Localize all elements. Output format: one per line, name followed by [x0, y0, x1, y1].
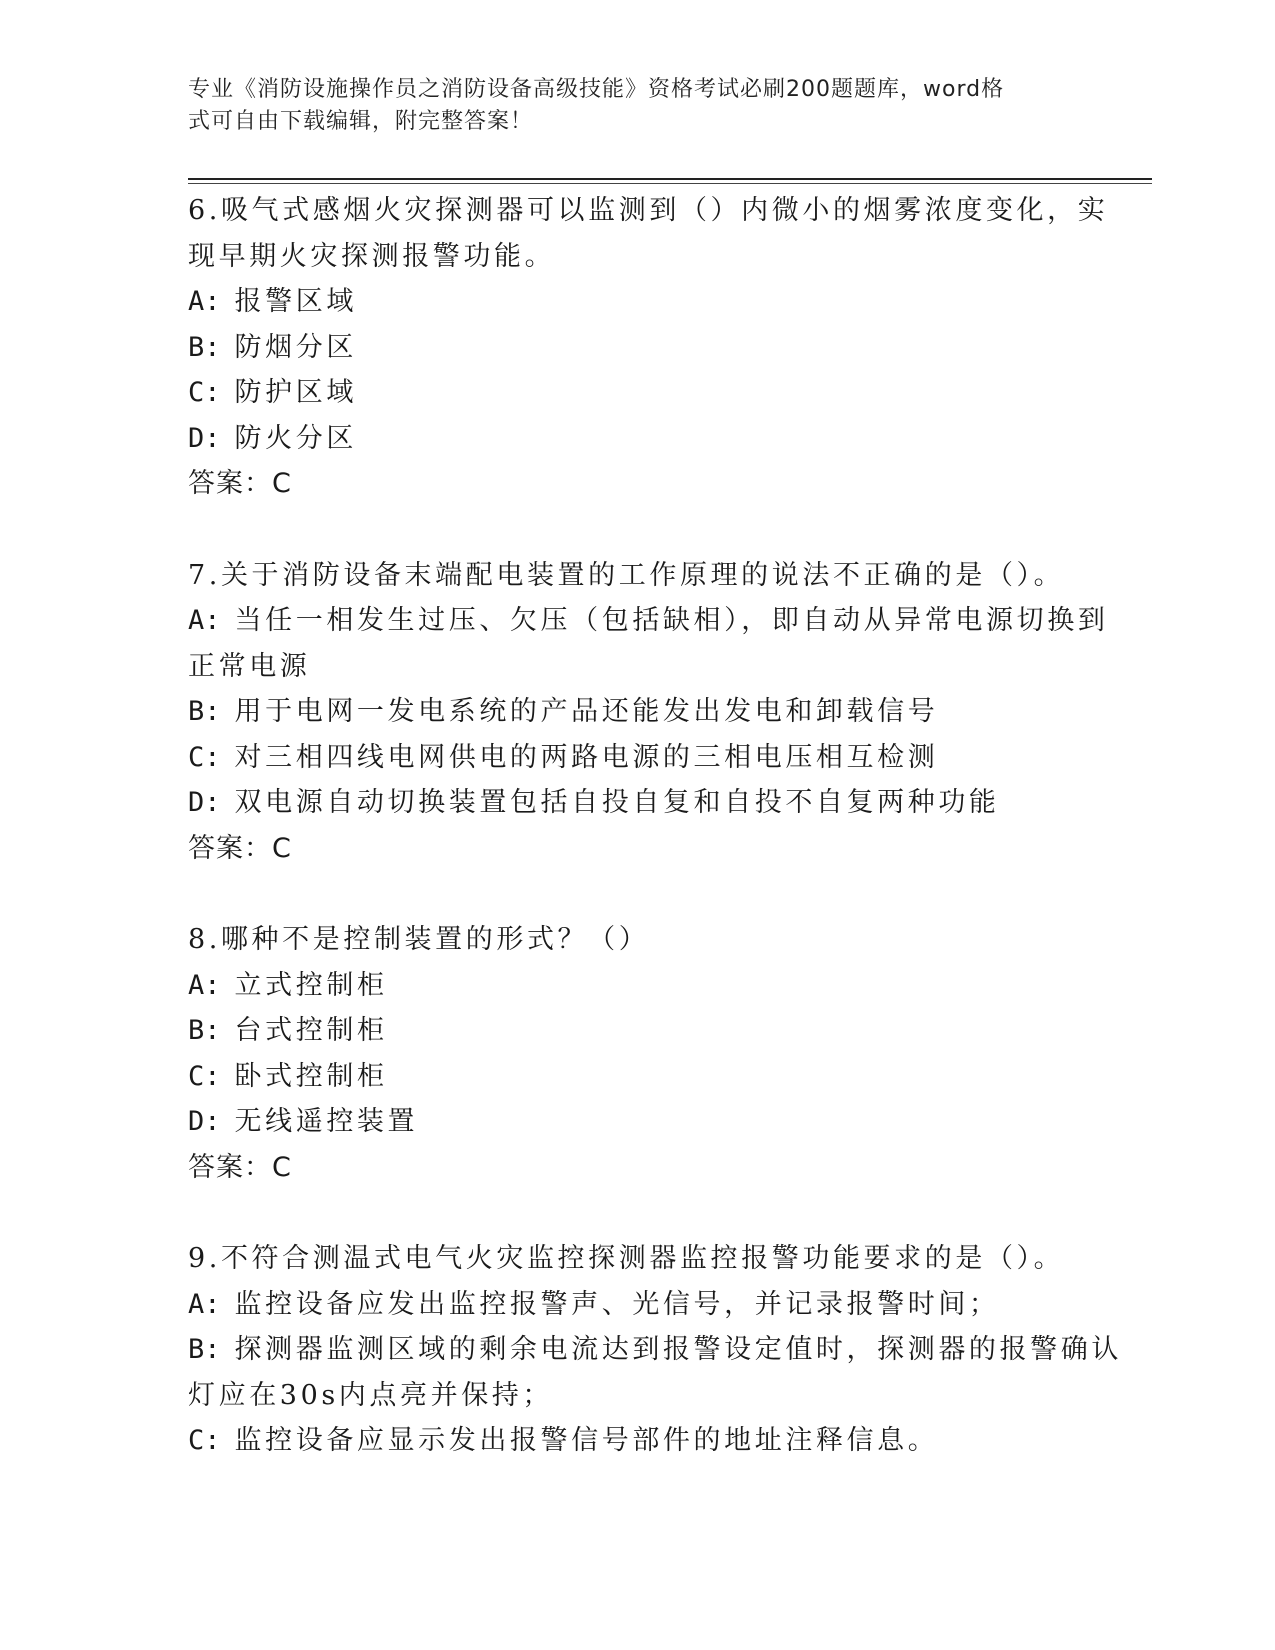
option-c — [188, 735, 1088, 781]
option-label: C: — [188, 377, 221, 408]
option-label: A: — [188, 286, 221, 317]
option-label: D: — [188, 1106, 221, 1137]
option-label: A: — [188, 1288, 221, 1320]
header-line-2: 式可自由下载编辑，附完整答案！ — [188, 109, 534, 134]
option-label: C: — [188, 1425, 221, 1456]
header-divider — [188, 178, 1152, 180]
option-a — [188, 644, 1088, 690]
question-block — [188, 553, 1109, 872]
option-b — [188, 1373, 1088, 1419]
question-block — [188, 188, 1109, 507]
option-c — [188, 370, 1088, 416]
question-stem: 9.不符合测温式电气火灾监控探测器监控报警功能要求的是（）。 — [188, 1243, 1065, 1274]
option-label: B: — [188, 696, 221, 727]
option-text: 监控设备应显示发出报警信号部件的地址注释信息。 — [234, 1425, 939, 1456]
option-text: 探测器监测区域的剩余电流达到报警设定值时，探测器的报警确认 — [234, 1334, 1122, 1365]
option-c — [188, 1418, 1088, 1464]
answer-line: 答案：C — [188, 1151, 292, 1183]
option-a — [188, 1282, 1088, 1328]
option-text: 对三相四线电网供电的两路电源的三相电压相互检测 — [234, 741, 939, 773]
question-list — [188, 188, 1122, 1464]
option-b — [188, 1327, 1122, 1373]
option-text: 用于电网一发电系统的产品还能发出发电和卸载信号 — [234, 696, 939, 727]
option-d — [188, 780, 1088, 826]
document-header — [188, 74, 1068, 138]
option-text: 防护区域 — [234, 377, 357, 408]
option-text: 双电源自动切换装置包括自投自复和自投不自复两种功能 — [234, 787, 1000, 818]
option-text: 防烟分区 — [234, 331, 357, 363]
option-text: 正常电源 — [188, 650, 311, 682]
option-text: 台式控制柜 — [234, 1015, 388, 1046]
option-a — [188, 598, 1109, 644]
option-text: 当任一相发生过压、欠压（包括缺相），即自动从异常电源切换到 — [234, 605, 1109, 636]
option-label: C: — [188, 741, 221, 773]
option-label: B: — [188, 331, 221, 363]
option-label: A: — [188, 605, 221, 636]
option-text: 防火分区 — [234, 422, 357, 454]
option-text: 无线遥控装置 — [234, 1106, 419, 1137]
option-text: 灯应在30s内点亮并保持； — [188, 1379, 554, 1411]
question-block — [188, 917, 1088, 1190]
option-b — [188, 1008, 1088, 1054]
question-stem: 8.哪种不是控制装置的形式？（） — [188, 924, 650, 955]
question-stem: 7.关于消防设备末端配电装置的工作原理的说法不正确的是（）。 — [188, 559, 1065, 591]
question-stem: 现早期火灾探测报警功能。 — [188, 240, 556, 272]
option-d — [188, 416, 1088, 462]
option-label: B: — [188, 1015, 221, 1046]
option-a — [188, 963, 1088, 1009]
option-label: D: — [188, 787, 221, 818]
option-b — [188, 689, 1088, 735]
question-block — [188, 1236, 1122, 1464]
option-label: A: — [188, 969, 221, 1001]
option-text: 卧式控制柜 — [234, 1060, 388, 1092]
header-line-1: 专业《消防设施操作员之消防设备高级技能》资格考试必刷200题题库，word格 — [188, 77, 1005, 102]
option-d — [188, 1099, 1088, 1145]
question-stem: 6.吸气式感烟火灾探测器可以监测到（）内微小的烟雾浓度变化，实 — [188, 195, 1109, 226]
option-text: 监控设备应发出监控报警声、光信号，并记录报警时间； — [234, 1288, 1000, 1320]
answer-line: 答案：C — [188, 468, 292, 499]
option-a — [188, 279, 1088, 325]
option-text: 报警区域 — [234, 286, 357, 317]
answer-line: 答案：C — [188, 832, 292, 864]
header-divider-thin — [188, 183, 1152, 184]
option-c — [188, 1054, 1088, 1100]
option-text: 立式控制柜 — [234, 969, 388, 1001]
option-label: B: — [188, 1334, 221, 1365]
option-label: D: — [188, 422, 221, 454]
option-label: C: — [188, 1060, 221, 1092]
option-b — [188, 325, 1088, 371]
